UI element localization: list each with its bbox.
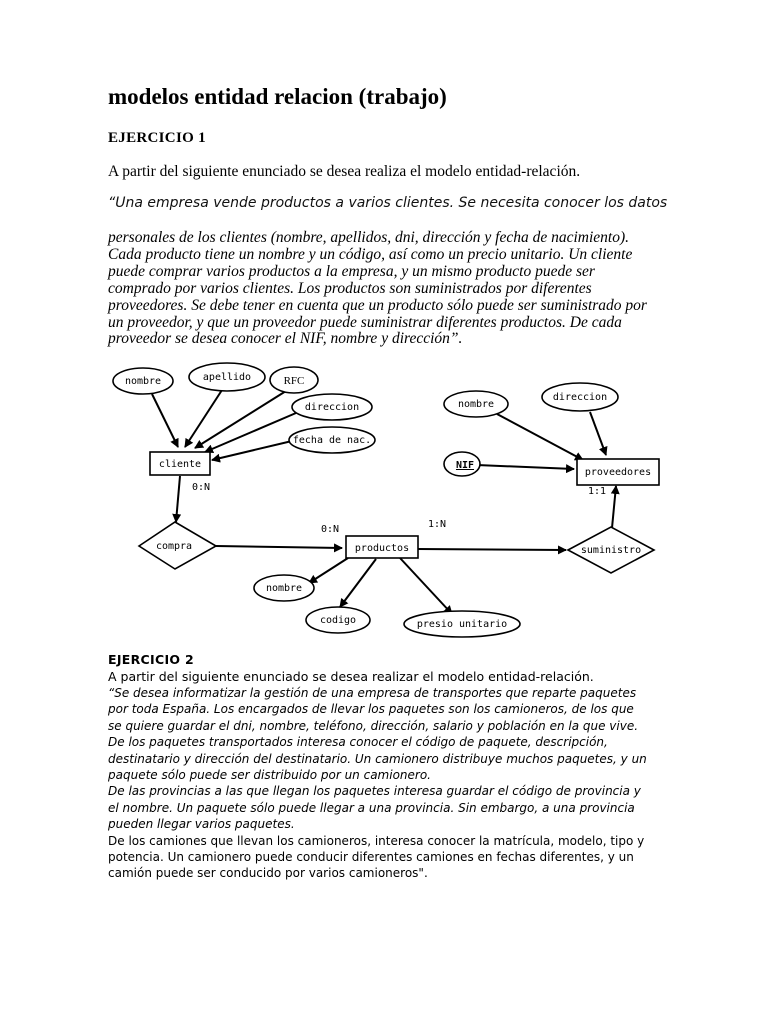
ejercicio-1-line: puede comprar varios productos a la empresa, y un mismo producto puede ser — [108, 262, 595, 280]
edge-productos-nombre — [309, 558, 348, 583]
attr-prod-precio: presio unitario — [416, 619, 508, 630]
edge-productos-suministro — [417, 549, 566, 550]
ejercicio-2-line: por toda España. Los encargados de llevar los paquetes son los camioneros, de los que — [108, 702, 634, 717]
attr-cliente-apellido: apellido — [202, 372, 252, 383]
attr-cliente-fecha: fecha de nac. — [292, 435, 372, 446]
ejercicio-2-line: el nombre. Un paquete sólo puede llegar a una provincia. Sin embargo, a una provincia — [108, 800, 635, 815]
ejercicio-2-line: De los paquetes transportados interesa conocer el código de paquete, descripción, — [108, 735, 608, 750]
edge-provdireccion-proveedores — [590, 412, 606, 455]
ejercicio-1-line: proveedor se desea conocer el NIF, nombre y dirección”. — [108, 330, 463, 348]
cardinality-productos-right: 1:N — [428, 519, 447, 530]
ejercicio-1-line: comprado por varios clientes. Los productos son suministrados por diferentes — [108, 279, 592, 297]
attr-prov-nombre: nombre — [457, 399, 495, 410]
page-title: modelos entidad relacion (trabajo) — [108, 84, 447, 109]
entity-cliente-label: cliente — [158, 459, 202, 470]
ejercicio-1-intro: A partir del siguiente enunciado se desea realiza el modelo entidad-relación. — [108, 163, 581, 180]
edge-compra-productos — [216, 546, 342, 548]
edge-cliente-compra — [176, 476, 180, 522]
attr-cliente-direccion: direccion — [304, 402, 360, 413]
cardinality-proveedores: 1:1 — [588, 486, 607, 497]
edge-provnombre-proveedores — [497, 414, 583, 460]
ejercicio-1-line: proveedores. Se debe tener en cuenta que un producto sólo puede ser suministrado por — [108, 296, 647, 314]
ejercicio-2-line: se quiere guardar el dni, nombre, teléfono, dirección, salario y población en la que vive. — [108, 718, 639, 733]
ejercicio-2-line: potencia. Un camionero puede conducir diferentes camiones en fechas diferentes, y un — [108, 850, 634, 865]
ejercicio-2-line: pueden llegar varios paquetes. — [108, 817, 295, 832]
ejercicio-1-line: Cada producto tiene un nombre y un código, así como un precio unitario. Un cliente — [108, 245, 633, 263]
edge-nombre-cliente — [152, 394, 178, 447]
ejercicio-2-line: paquete sólo puede ser distribuido por un camionero. — [108, 768, 431, 783]
entity-productos-label: productos — [354, 543, 410, 554]
edge-rfc-cliente — [195, 391, 286, 448]
relation-suministro-label: suministro — [580, 545, 642, 556]
ejercicio-2-body — [108, 685, 668, 882]
attr-prod-nombre: nombre — [265, 583, 303, 594]
relation-compra-label: compra — [155, 541, 193, 552]
entity-proveedores-label: proveedores — [584, 467, 652, 478]
ejercicio-1-line: personales de los clientes (nombre, apellidos, dni, dirección y fecha de nacimiento). — [108, 229, 629, 246]
attr-cliente-rfc: RFC — [283, 375, 305, 387]
ejercicio-2-intro: A partir del siguiente enunciado se desea realizar el modelo entidad-relación. — [108, 669, 594, 684]
ejercicio-2-line: camión puede ser conducido por varios camioneros". — [108, 866, 428, 881]
attr-prov-nif: NIF — [455, 460, 475, 471]
ejercicio-2-line: De las provincias a las que llegan los paquetes interesa guardar el código de provincia y — [108, 784, 641, 799]
attr-prod-codigo: codigo — [319, 615, 357, 626]
cardinality-cliente: 0:N — [192, 482, 211, 493]
ejercicio-1-line: un proveedor, y que un proveedor puede suministrar diferentes productos. De cada — [108, 313, 622, 331]
edge-productos-codigo — [340, 559, 376, 607]
ejercicio-1-heading: EJERCICIO 1 — [108, 130, 206, 146]
ejercicio-2-line: destinatario y dirección del destinatario. Un camionero distribuye muchos paquetes, y un — [108, 751, 647, 766]
attr-prov-direccion: direccion — [552, 392, 608, 403]
edge-nif-proveedores — [477, 465, 574, 469]
edge-suministro-proveedores — [612, 486, 616, 528]
ejercicio-1-quote-start: “Una empresa vende productos a varios clientes. Se necesita conocer los datos — [108, 195, 668, 211]
edge-apellido-cliente — [185, 390, 222, 447]
ejercicio-2-heading: EJERCICIO 2 — [108, 652, 194, 667]
edge-productos-precio — [400, 558, 452, 614]
attr-cliente-nombre: nombre — [124, 376, 162, 387]
cardinality-productos-left: 0:N — [321, 524, 340, 535]
ejercicio-2-line: De los camiones que llevan los camioneros, interesa conocer la matrícula, modelo, tipo y — [108, 833, 645, 848]
ejercicio-2-line: “Se desea informatizar la gestión de una empresa de transportes que reparte paquetes — [108, 686, 637, 700]
